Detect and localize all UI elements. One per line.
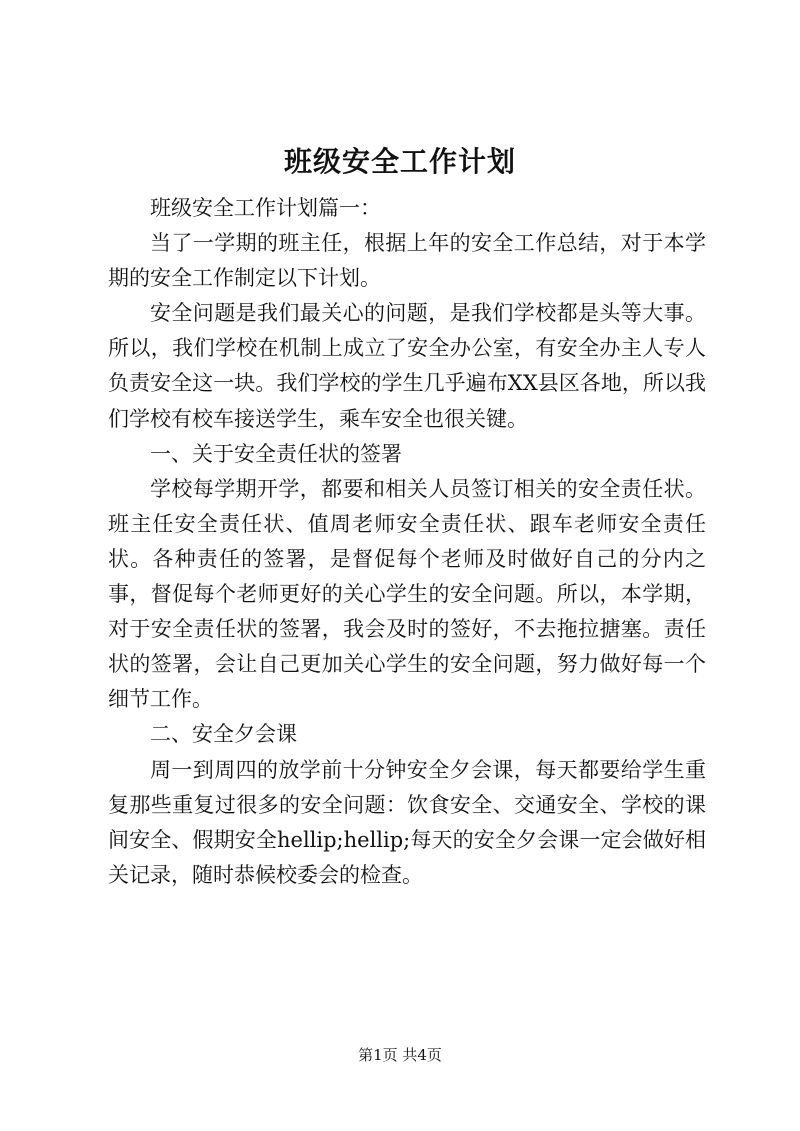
paragraph: 安全问题是我们最关心的问题，是我们学校都是头等大事。所以，我们学校在机制上成立了安全办公室，有安全办主人专人负责安全这一块。我们学校的学生几乎遍布XX县区各地，所以我们学校有校车接送学生，乘车安全也很关键。 xyxy=(108,301,706,431)
section-intro: 班级安全工作计划篇一： xyxy=(150,196,381,220)
section-heading: 一、关于安全责任状的签署 xyxy=(150,441,402,466)
page-footer: 第1页 共4页 xyxy=(358,1046,442,1064)
document-body xyxy=(108,191,706,893)
section-heading: 二、安全夕会课 xyxy=(150,722,297,747)
paragraph: 当了一学期的班主任，根据上年的安全工作总结，对于本学期的安全工作制定以下计划。 xyxy=(108,231,706,291)
paragraph: 周一到周四的放学前十分钟安全夕会课，每天都要给学生重复那些重复过很多的安全问题：饮食安全、交通安全、学校的课间安全、假期安全hellip;hellip;每天的安全夕会课一定会做好相关记录，随时恭候校委会的检查。 xyxy=(108,757,706,887)
document-title: 班级安全工作计划 xyxy=(283,145,516,178)
paragraph: 学校每学期开学，都要和相关人员签订相关的安全责任状。班主任安全责任状、值周老师安全责任状、跟车老师安全责任状。各种责任的签署，是督促每个老师及时做好自己的分内之事，督促每个老师更好的关心学生的安全问题。所以，本学期，对于安全责任状的签署，我会及时的签好，不去拖拉搪塞。责任状的签署，会让自己更加关心学生的安全问题，努力做好每一个细节工作。 xyxy=(108,476,706,712)
